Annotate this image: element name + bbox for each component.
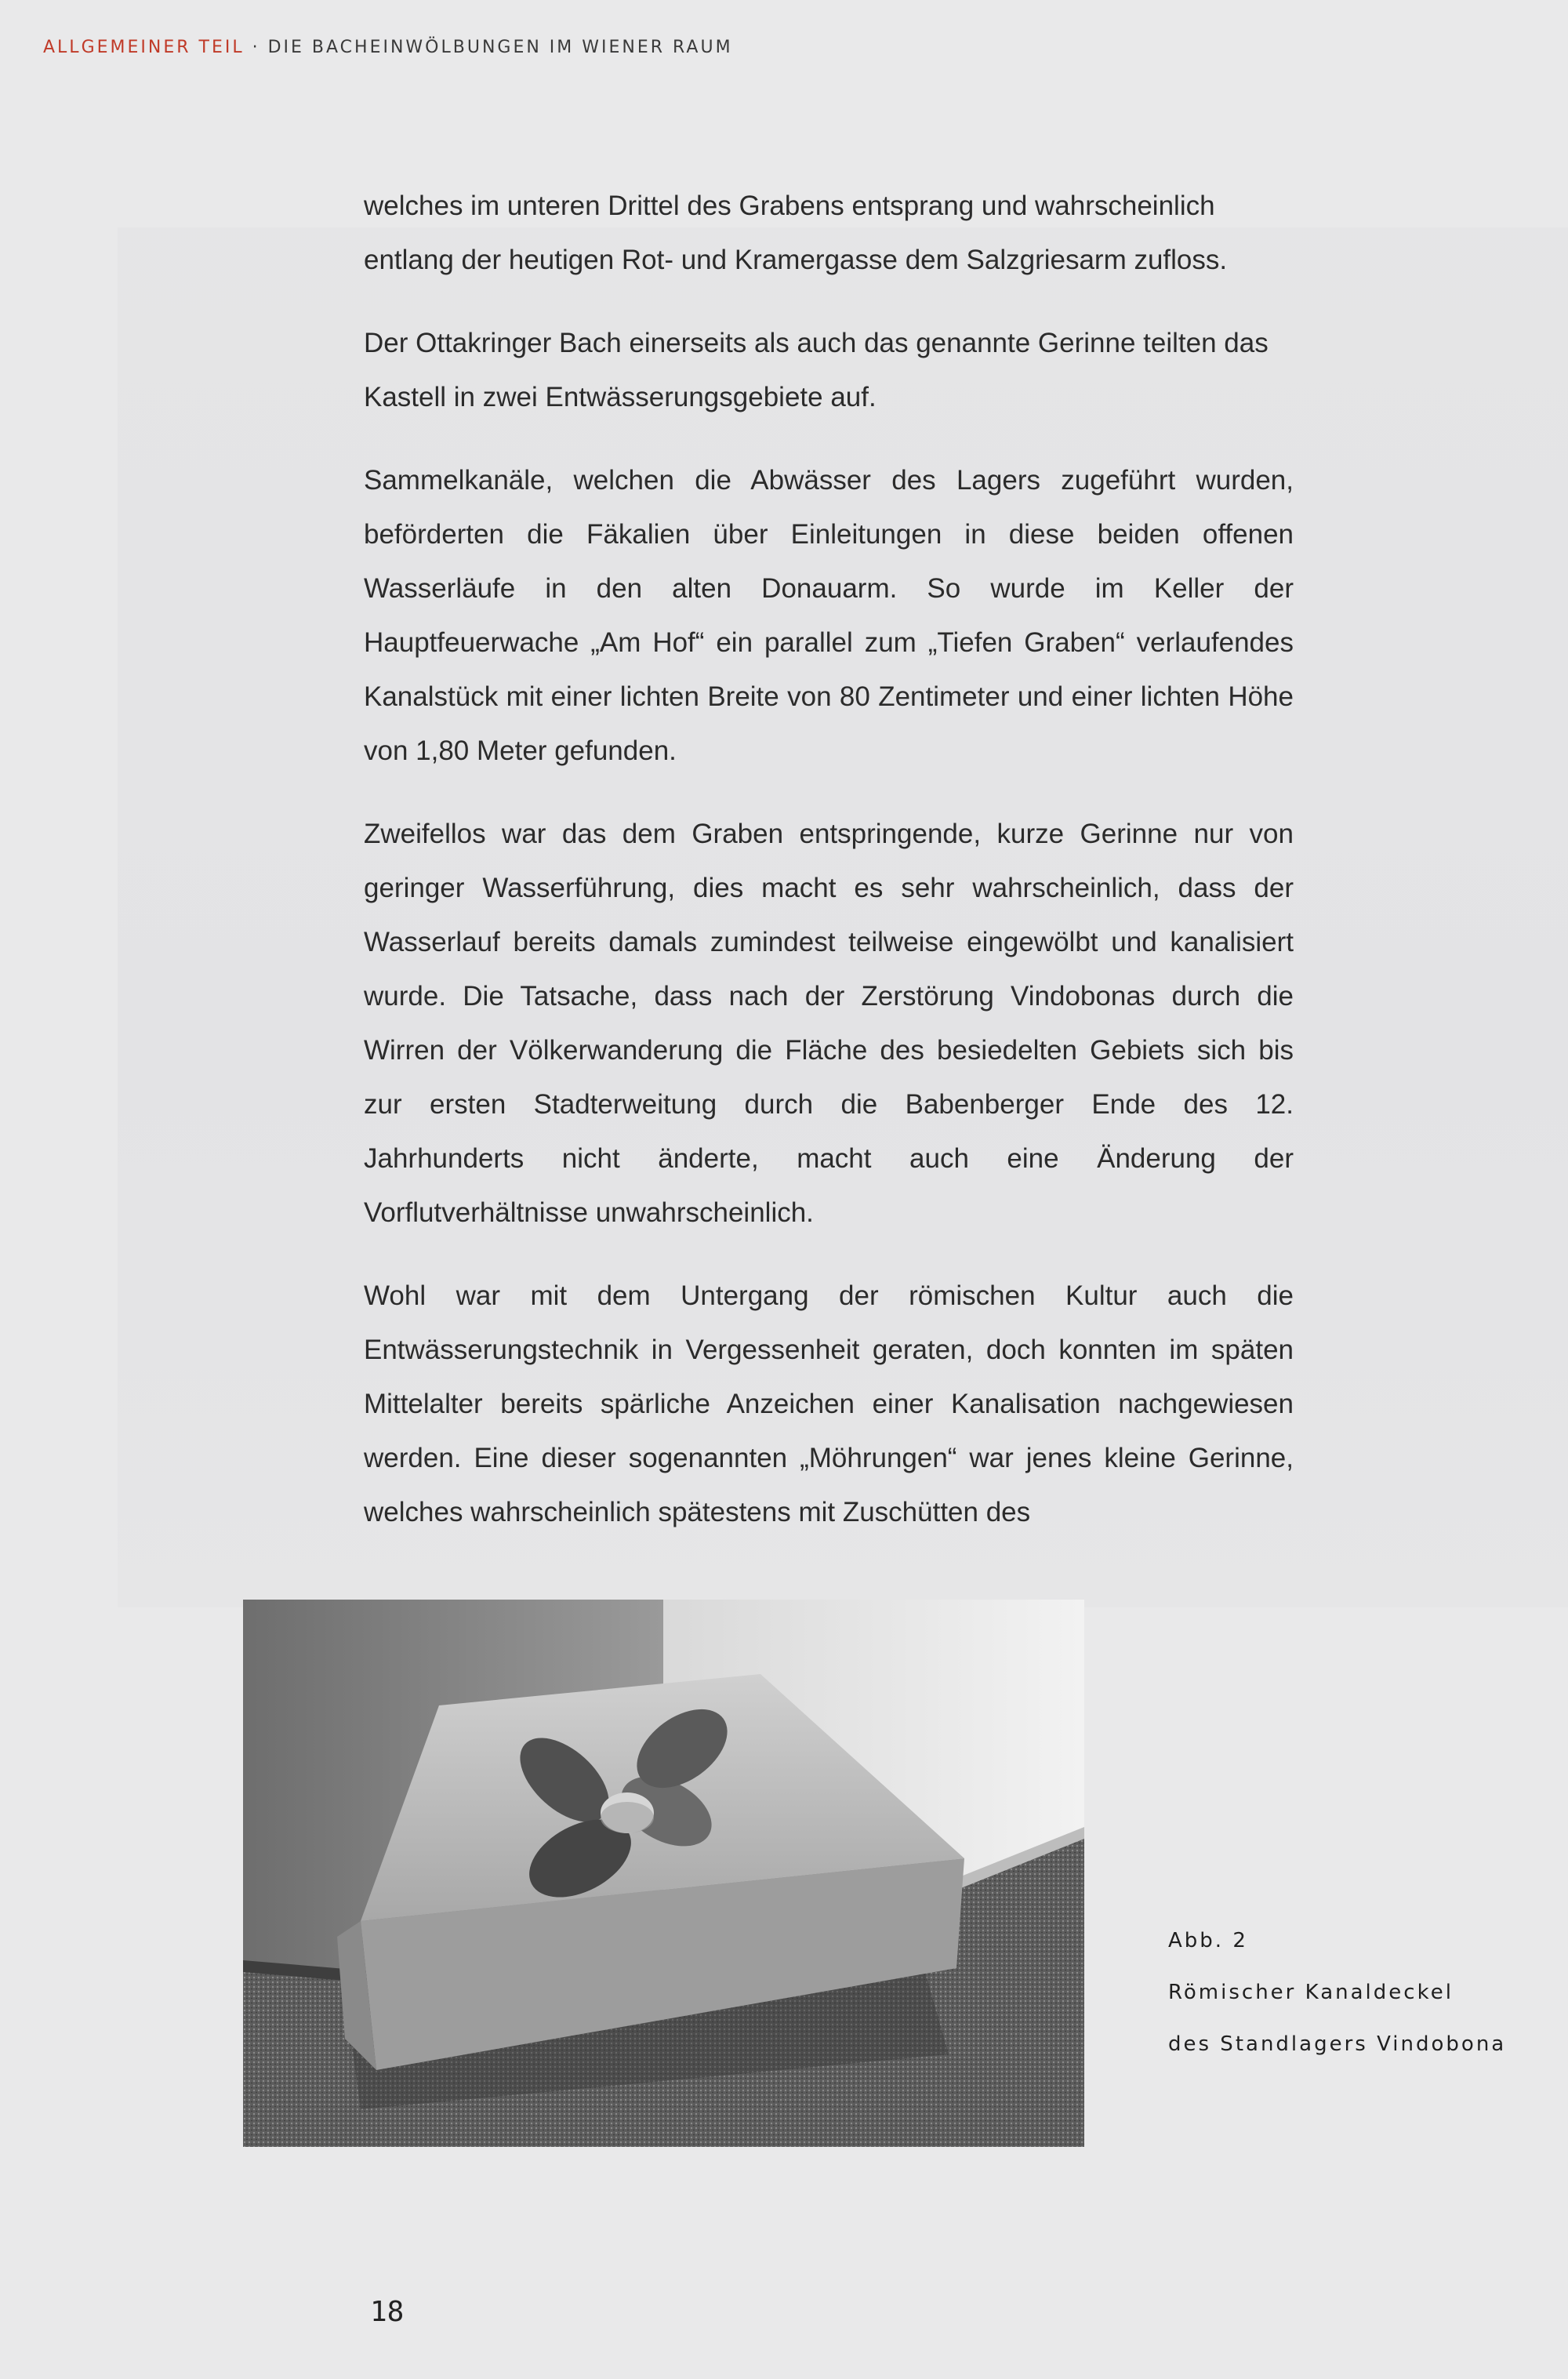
caption-line-2: des Standlagers Vindobona xyxy=(1168,2032,1507,2056)
page-number: 18 xyxy=(370,2296,405,2328)
running-header xyxy=(43,38,733,57)
paragraph-4: Zweifellos war das dem Graben entspringende, kurze Gerinne nur von geringer Wasserführung, dies macht es sehr wahrscheinlich, dass der Wasserlauf bereits damals zumindest teilweise eingewölbt und kanalisiert wurde. Die Tatsache, dass nach der Zerstörung Vindobonas durch die Wirren der Völkerwanderung die Fläche des besiedelten Gebiets sich bis zur ersten Stadterweitung durch die Babenberger Ende des 12. Jahrhunderts nicht änderte, macht auch eine Änderung der Vorflutverhältnisse unwahrscheinlich. xyxy=(364,819,1294,1228)
body-text xyxy=(364,179,1294,1568)
figure-label: Abb. 2 xyxy=(1168,1929,1248,1952)
header-section: ALLGEMEINER TEIL xyxy=(43,38,245,57)
paragraph-1: welches im unteren Drittel des Grabens entsprang und wahrscheinlich entlang der heutigen Rot- und Kramergasse dem Salzgriesarm zufloss. xyxy=(364,191,1228,275)
caption-line-1: Römischer Kanaldeckel xyxy=(1168,1981,1454,2004)
header-chapter: DIE BACHEINWÖLBUNGEN IM WIENER RAUM xyxy=(267,38,733,57)
paragraph-5: Wohl war mit dem Untergang der römischen Kultur auch die Entwässerungstechnik in Vergessenheit geraten, doch konnten im späten Mittelalter bereits spärliche Anzeichen einer Kanalisation nachgewiesen werden. Eine dieser sogenannten „Möhrungen“ war jenes kleine Gerinne, welches wahrscheinlich spätestens mit Zuschütten des xyxy=(364,1280,1294,1527)
paragraph-3: Sammelkanäle, welchen die Abwässer des Lagers zugeführt wurden, beförderten die Fäkalien über Einleitungen in diese beiden offenen Wasserläufe in den alten Donauarm. So wurde im Keller der Hauptfeuerwache „Am Hof“ ein parallel zum „Tiefen Graben“ verlaufendes Kanalstück mit einer lichten Breite von 80 Zentimeter und einer lichten Höhe von 1,80 Meter gefunden. xyxy=(364,465,1294,766)
figure-caption xyxy=(1168,1915,1506,2070)
figure-photo-stone-drain-cover xyxy=(243,1600,1084,2147)
paragraph-2: Der Ottakringer Bach einerseits als auch das genannte Gerinne teilten das Kastell in zwei Entwässerungsgebiete auf. xyxy=(364,328,1269,412)
stone-cover-illustration xyxy=(243,1600,1084,2147)
header-separator: · xyxy=(244,38,268,57)
